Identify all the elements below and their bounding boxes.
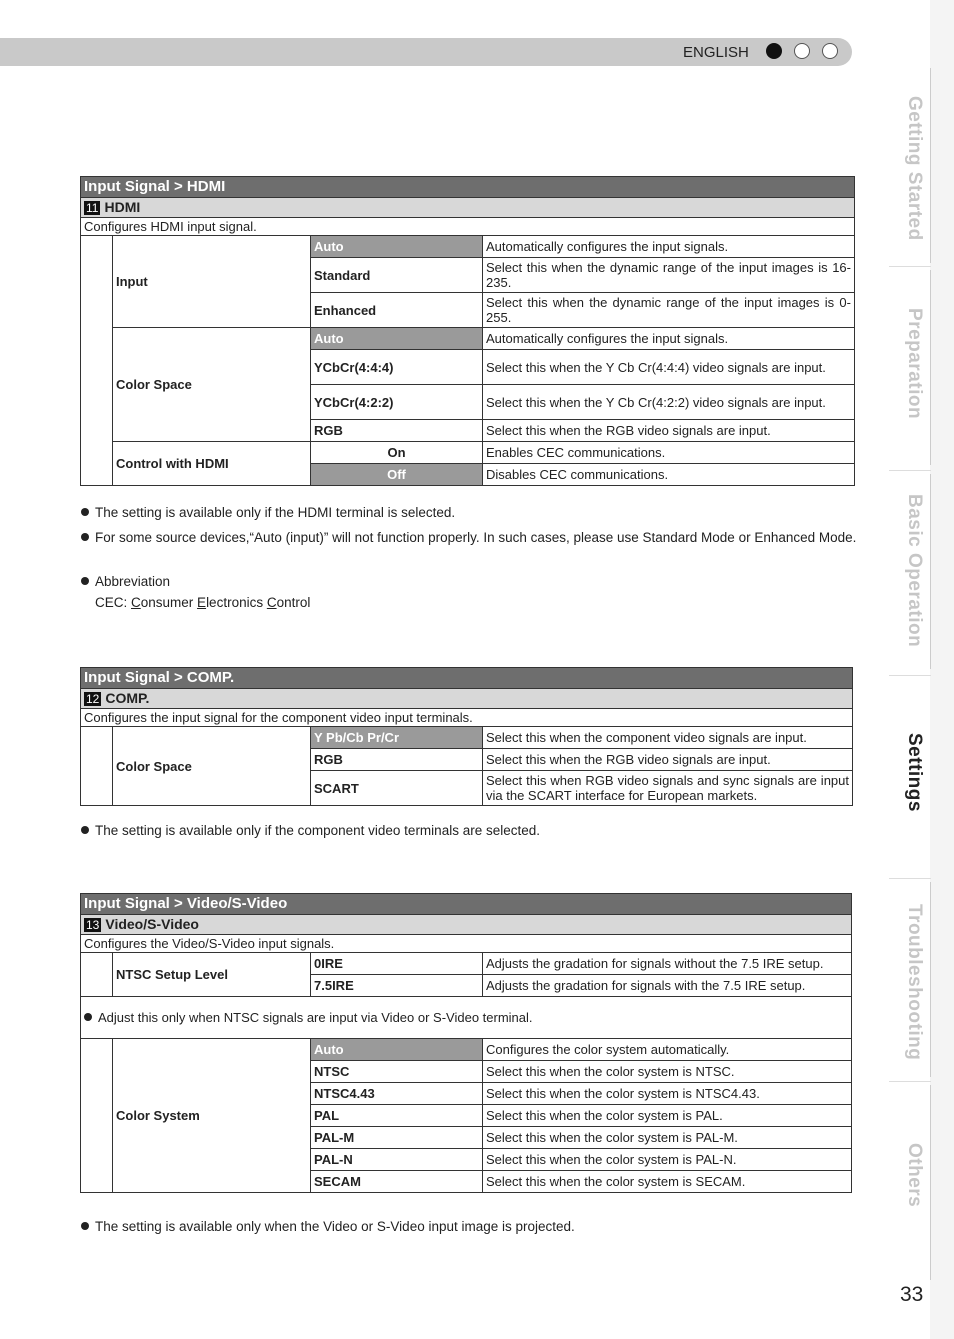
page-indicator-dot-empty: [794, 43, 810, 59]
option-desc: Enables CEC communications.: [483, 442, 855, 464]
item-number: 13: [86, 918, 100, 932]
option-desc: Select this when the dynamic range of the input images is 0-255.: [483, 293, 855, 328]
abbr-letter: E: [197, 594, 207, 610]
abbr-letter: C: [266, 594, 277, 610]
option-desc: Select this when RGB video signals and sync signals are input via the SCART interface for European markets.: [483, 771, 853, 806]
section-title: Input Signal > HDMI: [81, 177, 855, 198]
page-number: 33: [900, 1283, 924, 1306]
tab-divider: [889, 675, 931, 676]
option-default: Auto: [311, 236, 483, 258]
option-default: Auto: [311, 1039, 483, 1061]
item-title: HDMI: [104, 199, 141, 215]
tab-label: Settings: [904, 733, 925, 812]
option: On: [311, 442, 483, 464]
option-desc: Select this when the Y Cb Cr(4:2:2) video signals are input.: [483, 385, 855, 420]
bullet-icon: [81, 826, 89, 834]
setting-label: Color System: [113, 1039, 311, 1193]
option: YCbCr(4:4:4): [311, 350, 483, 385]
note: [81, 821, 851, 842]
option: YCbCr(4:2:2): [311, 385, 483, 420]
tab-getting-started[interactable]: [889, 68, 931, 263]
item-description: Configures the Video/S-Video input signals.: [81, 934, 852, 953]
comp-table: [80, 667, 853, 806]
option-desc: Automatically configures the input signals.: [483, 328, 855, 350]
option: Standard: [311, 258, 483, 293]
option: 7.5IRE: [311, 975, 483, 997]
option-desc: Select this when the RGB video signals are input.: [483, 749, 853, 771]
setting-label: Color Space: [113, 727, 311, 806]
table-note: [81, 997, 852, 1039]
tab-label: Troubleshooting: [904, 904, 925, 1061]
option-desc: Select this when the RGB video signals are input.: [483, 420, 855, 442]
video-table: [80, 893, 852, 1193]
tab-divider: [889, 1081, 931, 1082]
note: [81, 1217, 851, 1238]
option-desc: Select this when the color system is PAL-M.: [483, 1127, 852, 1149]
setting-label: NTSC Setup Level: [113, 953, 311, 997]
abbreviation-line: [81, 595, 310, 610]
item-title: Video/S-Video: [105, 916, 199, 932]
note-text: The setting is available only if the HDMI terminal is selected.: [95, 505, 456, 520]
item-heading: [81, 915, 852, 935]
page-indicator-dot-empty: [822, 43, 838, 59]
tab-divider: [889, 470, 931, 471]
indent-cell: [81, 1039, 113, 1193]
item-number: 11: [86, 201, 99, 215]
note: [81, 503, 851, 524]
abbr-word: lectronics: [206, 594, 267, 610]
tab-settings[interactable]: [889, 678, 931, 873]
tab-preparation[interactable]: [889, 270, 931, 465]
tab-troubleshooting[interactable]: [889, 882, 931, 1077]
side-margin: [930, 0, 954, 1339]
option-desc: Select this when the color system is SECAM.: [483, 1171, 852, 1193]
option-desc: Select this when the component video signals are input.: [483, 727, 853, 749]
option-desc: Select this when the color system is NTSC.: [483, 1061, 852, 1083]
language-label: ENGLISH: [683, 44, 749, 61]
option: PAL-M: [311, 1127, 483, 1149]
section-title: Input Signal > COMP.: [81, 668, 853, 689]
option-desc: Select this when the Y Cb Cr(4:4:4) video signals are input.: [483, 350, 855, 385]
section-title: Input Signal > Video/S-Video: [81, 894, 852, 915]
note-text: Abbreviation: [95, 574, 171, 589]
bullet-icon: [84, 1013, 92, 1021]
setting-label: Input: [113, 236, 311, 328]
bullet-icon: [81, 533, 89, 541]
option-default: Y Pb/Cb Pr/Cr: [311, 727, 483, 749]
tab-basic-operation[interactable]: [889, 474, 931, 669]
note-text: For some source devices,“Auto (input)” will not function properly. In such cases, please use Standard Mode or Enhanced Mode.: [95, 530, 857, 545]
option-default: Off: [311, 464, 483, 486]
abbr-word: onsumer: [140, 594, 198, 610]
indent-cell: [81, 236, 113, 486]
abbr-letter: C: [131, 594, 141, 610]
option: RGB: [311, 749, 483, 771]
note-text: Adjust this only when NTSC signals are input via Video or S-Video terminal.: [98, 1010, 533, 1026]
note: [81, 528, 865, 549]
abbr-prefix: CEC:: [95, 594, 132, 610]
tab-label: Basic Operation: [904, 494, 925, 648]
page-indicator-dot-filled: [766, 43, 782, 59]
indent-cell: [81, 953, 113, 997]
option-desc: Select this when the color system is PAL.: [483, 1105, 852, 1127]
tab-divider: [889, 266, 931, 267]
option: SCART: [311, 771, 483, 806]
option-desc: Disables CEC communications.: [483, 464, 855, 486]
item-number: 12: [86, 692, 100, 706]
item-description: Configures HDMI input signal.: [81, 217, 855, 236]
option-desc: Adjusts the gradation for signals with the 7.5 IRE setup.: [483, 975, 852, 997]
option: SECAM: [311, 1171, 483, 1193]
option-default: Auto: [311, 328, 483, 350]
option-desc: Select this when the color system is PAL-N.: [483, 1149, 852, 1171]
item-heading: [81, 689, 853, 709]
option-desc: Adjusts the gradation for signals without the 7.5 IRE setup.: [483, 953, 852, 975]
option: RGB: [311, 420, 483, 442]
item-heading: [81, 198, 855, 218]
indent-cell: [81, 727, 113, 806]
setting-label: Color Space: [113, 328, 311, 442]
tab-label: Preparation: [904, 308, 925, 420]
hdmi-table: [80, 176, 855, 486]
tab-divider: [889, 878, 931, 879]
option-desc: Select this when the dynamic range of the input images is 16-235.: [483, 258, 855, 293]
abbr-word: ontrol: [276, 594, 311, 610]
item-description: Configures the input signal for the component video input terminals.: [81, 708, 853, 727]
option-desc: Configures the color system automatically.: [483, 1039, 852, 1061]
bullet-icon: [81, 1222, 89, 1230]
option: NTSC: [311, 1061, 483, 1083]
item-title: COMP.: [105, 690, 150, 706]
option-desc: Automatically configures the input signals.: [483, 236, 855, 258]
option: 0IRE: [311, 953, 483, 975]
note-text: The setting is available only if the component video terminals are selected.: [95, 823, 540, 838]
bullet-icon: [81, 508, 89, 516]
note: [81, 572, 851, 614]
tab-others[interactable]: [889, 1085, 931, 1280]
note-text: The setting is available only when the Video or S-Video input image is projected.: [95, 1219, 575, 1234]
bullet-icon: [81, 577, 89, 585]
option: Enhanced: [311, 293, 483, 328]
tab-label: Others: [904, 1143, 925, 1208]
tab-label: Getting Started: [904, 96, 925, 241]
option: PAL-N: [311, 1149, 483, 1171]
setting-label: Control with HDMI: [113, 442, 311, 486]
option: NTSC4.43: [311, 1083, 483, 1105]
option-desc: Select this when the color system is NTSC4.43.: [483, 1083, 852, 1105]
option: PAL: [311, 1105, 483, 1127]
